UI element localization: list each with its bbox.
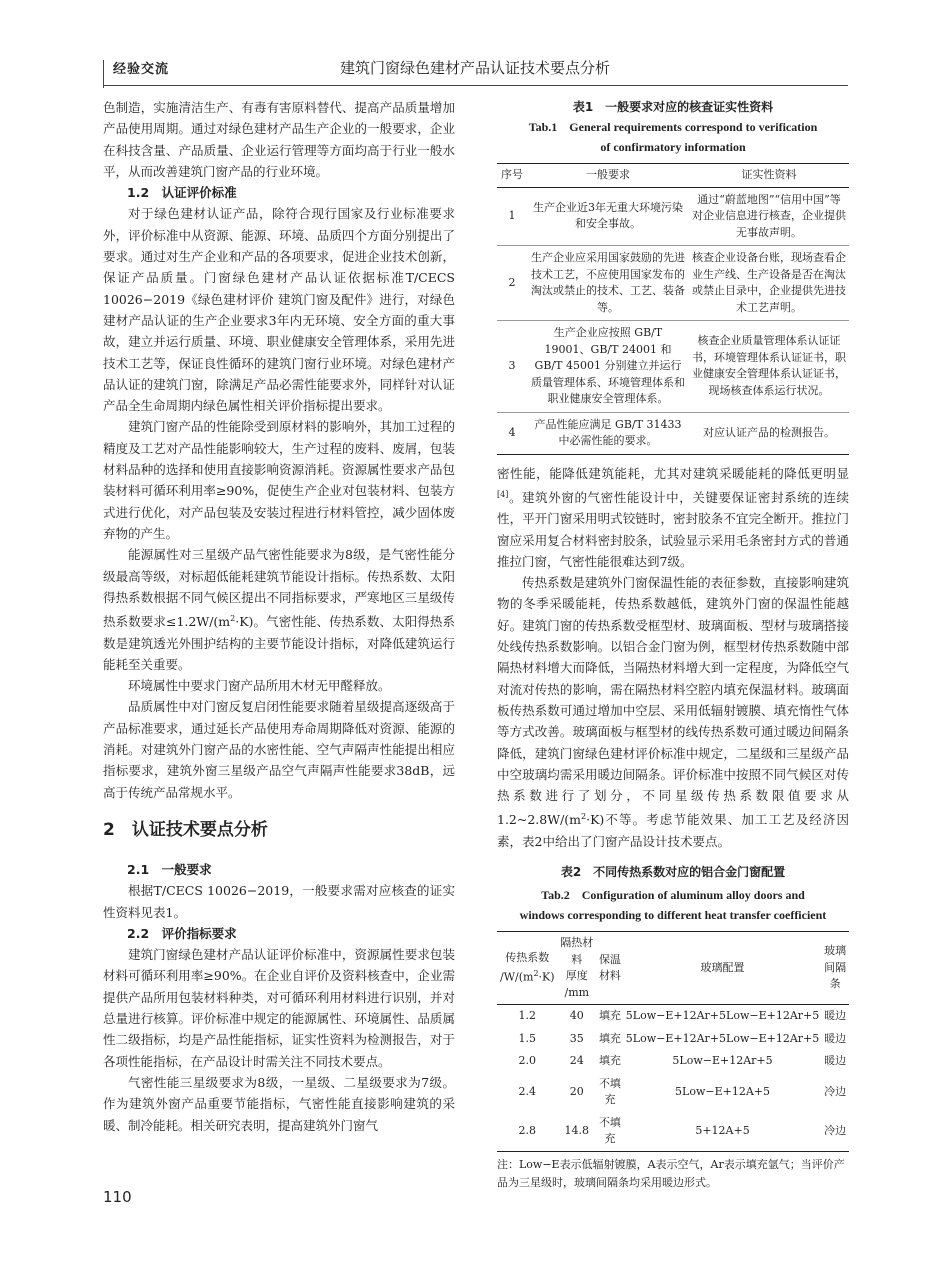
text: 材料 [598,969,621,983]
table1-caption-en-1: Tab.1 General requirements correspond to verification [528,120,818,134]
table-cell: 冷边 [824,1123,847,1137]
section-heading-2: 2 认证技术要点分析 [103,819,268,840]
table-cell: 5Low−E+12Ar+5 [672,1054,773,1068]
table-cell: 4 [508,425,516,439]
table-header [558,932,597,1005]
table-cell: 生产企业近3年无重大环境污染和安全事故。 [527,187,689,246]
text: /W/(m [499,970,534,984]
table-cell: 不填充 [598,1076,621,1107]
table-cell: 暖边 [824,1031,847,1045]
superscript: 2 [581,812,587,822]
table-cell: 冷边 [824,1084,847,1098]
table-row [497,1050,849,1073]
table-header: 一般要求 [527,164,689,188]
table2-note: 注：Low−E表示低辐射镀膜，A表示空气，Ar表示填充氩气；当评价产品为三星级时，玻璃间隔条均采用暖边形式。 [497,1157,845,1189]
paragraph: 色制造，实施清洁生产、有毒有害原料替代、提高产品质量增加产品使用周期。通过对绿色建材产品生产企业的一般要求，企业在科技含量、产品质量、企业运行管理等方面均高于行业一般水平，从而改善建筑门窗产品的行业环境。 [103,100,455,179]
table-cell: 5Low−E+12Ar+5Low−E+12Ar+5 [625,1031,820,1045]
table-row [497,1005,849,1028]
table-cell: 2 [497,246,527,321]
page-number: 110 [103,1188,132,1206]
table-cell: 核查企业质量管理体系认证证书，环境管理体系认证证书，职业健康安全管理体系认证证书，现场核查体系运行状况。 [689,321,849,413]
table-cell: 2.0 [518,1054,537,1068]
table-cell: 填充 [598,1054,621,1068]
text: 厚度 /mm [564,969,590,999]
table-row [497,187,849,246]
table-cell: 1.5 [518,1031,537,1045]
table1 [497,163,849,455]
table-cell: 不填充 [598,1115,621,1146]
text: 传热系数 [505,950,550,964]
right-column [497,97,849,1192]
table1-caption-cn: 表1 一般要求对应的核查证实性资料 [572,100,774,114]
text: 保温 [598,952,621,966]
table-cell: 14.8 [564,1123,590,1137]
paragraph: 环境属性中要求门窗产品所用木材无甲醛释放。 [128,678,391,694]
table-row [497,246,849,321]
table-cell: 填充 [598,1009,621,1023]
text: 。建筑外窗的气密性能设计中，关键要保证密封系统的连续性，平开门窗采用明式铰链时，密封胶条不宜完全断开。推拉门窗应采用复合材料密封胶条，试验显示采用毛条密封方式的普通推拉门窗，气密性能很难达到7级。 [497,489,849,569]
table-cell: 通过“蔚蓝地图”“信用中国”等对企业信息进行核查，企业提供无事故声明。 [689,187,849,246]
superscript: 2 [533,969,539,979]
table-row [497,1073,849,1112]
text: ·K)不等。考虑节能效果、加工工艺及经济因素，表2中给出了门窗产品设计技术要点。 [497,812,849,849]
table2-caption-cn: 表2 不同传热系数对应的铝合金门窗配置 [560,865,786,880]
table-header-row [497,164,849,188]
table-row [497,321,849,413]
table2-caption-en-2: windows corresponding to different heat transfer coefficient [519,908,827,923]
table-cell: 产品性能应满足 GB/T 31433 中必需性能的要求。 [534,417,682,447]
paragraph: 根据T/CECS 10026−2019，一般要求需对应核查的证实性资料见表1。 [103,883,455,920]
text: ·K) [538,970,555,984]
text: 传热系数是建筑外门窗保温性能的表征参数，直接影响建筑物的冬季采暖能耗，传热系数越低，建筑外门窗的保温性能越好。建筑门窗的传热系数受框型材、玻璃面板、型材与玻璃搭接处线传热系数影响。以铝合金门窗为例，框型材传热系数随中部隔热材料增大而降低，当隔热材料增大到一定程度，为降低空气对流对传热的影响，需在隔热材料空腔内填充保温材料。玻璃面板传热系数可通过增加中空层、采用低辐射镀膜、填充惰性气体等方式改善。玻璃面板与框型材的线传热系数可通过暖边间隔条降低，建筑门窗绿色建材评价标准中规定，二星级和三星级产品中空玻璃均需采用暖边间隔条。评价标准中按照不同气候区对传热系数进行了划分，不同星级传热系数限值要求从1.2~2.8W/(m [497,575,849,828]
paragraph [103,544,455,675]
table-cell: 填充 [598,1031,621,1045]
table-cell: 生产企业应按照 GB/T 19001、GB/T 24001 和 GB/T 45001 分别建立并运行质量管理体系、环境管理体系和职业健康安全管理体系。 [527,321,689,413]
section-label: 经验交流 [113,62,170,77]
table-cell: 生产企业应采用国家鼓励的先进技术工艺，不应使用国家发布的淘汰或禁止的技术、工艺、装备等。 [527,246,689,321]
table-cell: 5+12A+5 [695,1123,750,1137]
subsection-heading-2-1: 2.1 一般要求 [127,861,212,877]
table-cell: 40 [569,1009,584,1023]
subsection-heading-2-2: 2.2 评价指标要求 [127,925,237,941]
table1-caption-en-2: of confirmatory information [600,140,746,154]
citation: [4] [497,489,509,499]
superscript: 2 [230,614,236,624]
table-cell: 2.8 [518,1123,537,1137]
paragraph: 品质属性中对门窗反复启闭性能要求随着星级提高逐级高于产品标准要求，通过延长产品使用寿命周期降低对资源、能源的消耗。对建筑外门窗产品的水密性能、空气声隔声性能提出相应指标要求，建筑外窗三星级产品空气声隔声性能要求38dB，远高于传统产品常规水平。 [103,699,455,800]
table-cell: 核查企业设备台账，现场查看企业生产线、生产设备是否在淘汰或禁止目录中，企业提供先进技术工艺声明。 [689,246,849,321]
table-cell: 对应认证产品的检测报告。 [703,425,835,439]
table2 [497,931,849,1152]
table-row [497,1028,849,1051]
table-header: 证实性资料 [689,164,849,188]
table-row [497,1112,849,1152]
table-cell: 暖边 [824,1009,847,1023]
running-title: 建筑门窗绿色建材产品认证技术要点分析 [340,59,611,77]
paragraph: 气密性能三星级要求为8级，一星级、二星级要求为7级。作为建筑外窗产品重要节能指标，气密性能直接影响建筑的采暖、制冷能耗。相关研究表明，提高建筑外门窗气 [103,1074,455,1133]
text: ·K)。气密性能、传热系数、太阳得热系数是建筑透光外围护结构的主要节能设计指标，对降低建筑运行能耗至关重要。 [103,614,455,672]
table-header: 序号 [497,164,527,188]
table-cell: 1 [497,187,527,246]
paragraph: 对于绿色建材认证产品，除符合现行国家及行业标准要求外，评价标准中从资源、能源、环境、品质四个方面分别提出了要求。通过对生产企业和产品的各项要求，促进企业技术创新，保证产品质量。门窗绿色建材产品认证依据标准T/CECS 10026−2019《绿色建材评价 建筑门窗及配件》进行，对绿色建材产品认证的生产企业要求3年内无环境、安全方面的重大事故，建立并运行质量、环境、职业健康安全管理体系，采用先进技术工艺等，保证良性循环的建筑门窗行业环境。对绿色建材产品认证的建筑门窗，除满足产品必需性能要求外，同样针对认证产品全生命周期内绿色属性相关评价指标提出要求。 [103,206,455,414]
table-cell: 3 [497,321,527,413]
paragraph [497,572,849,852]
left-column [103,97,455,1136]
paragraph: 建筑门窗绿色建材产品认证评价标准中，资源属性要求包装材料可循环利用率≥90%。在企业自评价及资料核查中，企业需提供产品所用包装材料种类，对可循环利用材料进行识别，并对总量进行核算。评价标准中规定的能源属性、环境属性、品质属性二级指标，均是产品性能指标，证实性资料为检测报告，对于各项性能指标，在产品设计时需关注不同技术要点。 [103,947,455,1069]
table-header-row [497,932,849,1005]
table-header [596,932,624,1005]
table-cell: 20 [569,1084,584,1098]
text: 隔热材料 [560,936,594,966]
table-cell: 5Low−E+12A+5 [675,1084,770,1098]
text: 玻璃 [824,944,847,958]
text: 密性能，能降低建筑能耗，尤其对建筑采暖能耗的降低更明显 [497,465,849,481]
table-cell: 24 [569,1054,584,1068]
table-header [497,932,558,1005]
table-cell: 暖边 [824,1054,847,1068]
table-header [821,932,849,1005]
text: 能源属性对三星级产品气密性能要求为8级，是气密性能分级最高等级，对标超低能耗建筑节能设计指标。传热系数、太阳得热系数根据不同气候区提出不同指标要求，严寒地区三星级传热系数要求≤1.2W/(m [103,547,455,630]
paragraph: 建筑门窗产品的性能除受到原材料的影响外，其加工过程的精度及工艺对产品性能影响较大，生产过程的废料、废屑，包装材料品种的选择和使用直接影响资源消耗。资源属性要求产品包装材料可循环利用率≥90%，促使生产企业对包装材料、包装方式进行优化，对产品包装及安装过程进行材料管控，减少固体废弃物的产生。 [103,419,455,541]
table-cell: 2.4 [518,1084,537,1098]
table-cell: 5Low−E+12Ar+5Low−E+12Ar+5 [625,1009,820,1023]
table-cell: 35 [569,1031,584,1045]
table2-caption-en-1: Tab.2 Configuration of aluminum alloy doors and [541,888,805,903]
text: 间隔条 [824,960,847,991]
table-row [497,412,849,454]
subsection-heading-1-2: 1.2 认证评价标准 [127,185,237,201]
header-rule [103,85,848,86]
table-cell: 1.2 [518,1009,537,1023]
table-header: 玻璃配置 [624,932,821,1005]
header-divider [103,60,104,88]
paragraph [497,463,849,573]
